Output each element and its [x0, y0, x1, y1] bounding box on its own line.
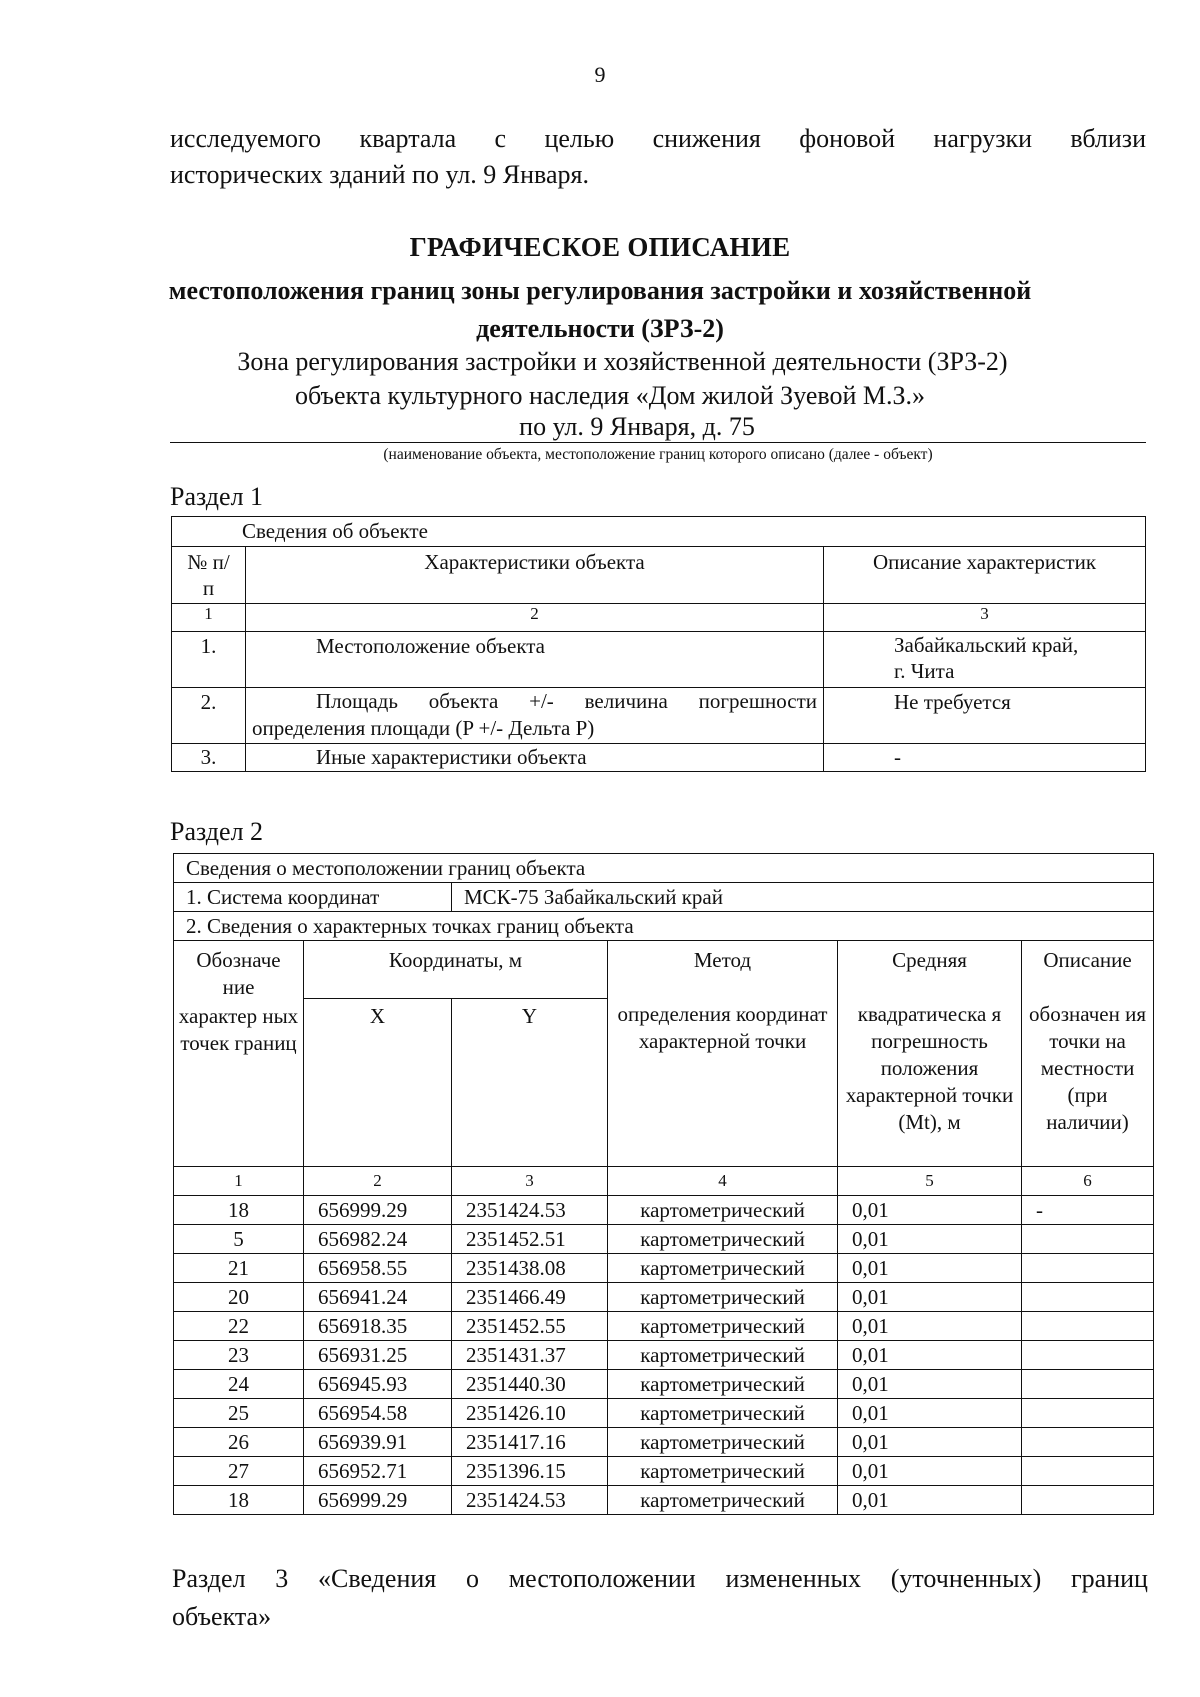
header-method	[608, 941, 838, 1167]
point-description-cell	[1022, 1254, 1154, 1283]
y-coord-cell: 2351424.53	[452, 1486, 608, 1515]
section-2-label: Раздел 2	[170, 817, 264, 846]
row-description-line: г. Чита	[894, 659, 955, 683]
y-coord-cell: 2351440.30	[452, 1370, 608, 1399]
object-caption: (наименование объекта, местоположение границ которого описано (далее - объект)	[383, 446, 933, 463]
row-characteristic-line: Площадь объекта +/- величина погрешности	[316, 689, 817, 713]
intro-line-2: исторических зданий по ул. 9 Января.	[170, 160, 589, 189]
table-index-row	[174, 1167, 1154, 1196]
y-coord-cell: 2351431.37	[452, 1341, 608, 1370]
intro-word: с	[494, 124, 507, 153]
x-coord-cell: 656958.55	[304, 1254, 452, 1283]
coord-system-value: МСК-75 Забайкальский край	[452, 883, 1154, 912]
table-row	[174, 1428, 1154, 1457]
mt-cell: 0,01	[838, 1254, 1022, 1283]
point-id-cell: 18	[174, 1486, 304, 1515]
section-3-word: 3	[275, 1564, 289, 1593]
section-3-word: измененных	[725, 1564, 862, 1593]
y-coord-cell: 2351424.53	[452, 1196, 608, 1225]
subtitle-line-1: местоположения границ зоны регулирования застройки и хозяйственной	[168, 276, 1032, 305]
points-title: 2. Сведения о характерных точках границ объекта	[174, 912, 1154, 941]
row-description	[824, 632, 1146, 688]
coord-system-label: 1. Система координат	[174, 883, 452, 912]
mt-cell: 0,01	[838, 1457, 1022, 1486]
row-num: 2.	[172, 688, 246, 744]
section-3-line-2: объекта»	[172, 1602, 272, 1631]
point-id-cell: 18	[174, 1196, 304, 1225]
table-title: Сведения об объекте	[172, 517, 1146, 547]
index-cell: 3	[452, 1167, 608, 1196]
x-coord-cell: 656945.93	[304, 1370, 452, 1399]
table-row	[174, 1225, 1154, 1254]
row-description-line: Забайкальский край,	[894, 633, 1079, 657]
subtitle-line-2: деятельности (ЗРЗ-2)	[476, 314, 724, 343]
method-cell: картометрический	[608, 1457, 838, 1486]
header-designation-bottom: характер ных точек границ	[178, 1004, 299, 1055]
intro-word: целью	[544, 124, 615, 153]
x-coord-cell: 656941.24	[304, 1283, 452, 1312]
index-cell: 1	[172, 604, 246, 632]
y-coord-cell: 2351417.16	[452, 1428, 608, 1457]
point-description-cell	[1022, 1312, 1154, 1341]
zone-line-2: объекта культурного наследия «Дом жилой Зуевой М.З.»	[294, 381, 926, 410]
row-characteristic	[246, 688, 824, 744]
point-description-cell: -	[1022, 1196, 1154, 1225]
intro-line-1	[170, 121, 1146, 157]
point-description-cell	[1022, 1428, 1154, 1457]
index-cell: 6	[1022, 1167, 1154, 1196]
method-cell: картометрический	[608, 1428, 838, 1457]
page-number: 9	[594, 62, 606, 87]
document-subtitle	[0, 272, 1200, 348]
mt-cell: 0,01	[838, 1399, 1022, 1428]
point-description-cell	[1022, 1225, 1154, 1254]
point-id-cell: 5	[174, 1225, 304, 1254]
header-designation	[174, 941, 304, 1167]
y-coord-cell: 2351452.55	[452, 1312, 608, 1341]
row-characteristic: Местоположение объекта	[246, 632, 824, 688]
row-num: 3.	[172, 744, 246, 772]
row-description: -	[824, 744, 1146, 772]
section-3-paragraph	[172, 1560, 1148, 1636]
document-title: ГРАФИЧЕСКОЕ ОПИСАНИЕ	[409, 232, 791, 262]
section-3-line-1	[172, 1560, 1148, 1598]
section-3-word: «Сведения	[318, 1564, 437, 1593]
row-characteristic: Иные характеристики объекта	[246, 744, 824, 772]
mt-cell: 0,01	[838, 1370, 1022, 1399]
table-row	[174, 1457, 1154, 1486]
x-coord-cell: 656952.71	[304, 1457, 452, 1486]
table-row	[174, 1312, 1154, 1341]
points-table-body	[174, 1196, 1154, 1515]
header-coords: Координаты, м	[304, 941, 608, 999]
table-row	[174, 1370, 1154, 1399]
x-coord-cell: 656939.91	[304, 1428, 452, 1457]
underline-rule	[170, 442, 1146, 443]
header-method-top: Метод	[693, 948, 752, 972]
x-coord-cell: 656982.24	[304, 1225, 452, 1254]
zone-line-1: Зона регулирования застройки и хозяйственной деятельности (ЗРЗ-2)	[237, 347, 1008, 376]
header-desc-bottom: обозначен ия точки на местности (при наличии)	[1029, 1002, 1147, 1134]
intro-paragraph	[170, 121, 1146, 193]
section-3-word: (уточненных)	[890, 1564, 1042, 1593]
intro-word: исследуемого	[170, 124, 322, 153]
mt-cell: 0,01	[838, 1196, 1022, 1225]
table-row	[172, 517, 1146, 547]
header-desc-top: Описание	[1043, 948, 1132, 972]
table-header-row	[172, 547, 1146, 604]
table-row	[174, 1486, 1154, 1515]
section-3-word: Раздел	[172, 1564, 246, 1593]
x-coord-cell: 656918.35	[304, 1312, 452, 1341]
y-coord-cell: 2351396.15	[452, 1457, 608, 1486]
method-cell: картометрический	[608, 1196, 838, 1225]
table-row	[174, 912, 1154, 941]
table-row	[174, 1196, 1154, 1225]
method-cell: картометрический	[608, 1370, 838, 1399]
method-cell: картометрический	[608, 1283, 838, 1312]
intro-word: снижения	[652, 124, 761, 153]
y-coord-cell: 2351466.49	[452, 1283, 608, 1312]
method-cell: картометрический	[608, 1254, 838, 1283]
point-id-cell: 23	[174, 1341, 304, 1370]
section-2-table	[173, 853, 1154, 1515]
point-id-cell: 25	[174, 1399, 304, 1428]
section-3-word: местоположении	[508, 1564, 696, 1593]
table-title: Сведения о местоположении границ объекта	[174, 854, 1154, 883]
mt-cell: 0,01	[838, 1283, 1022, 1312]
table-index-row	[172, 604, 1146, 632]
section-3-word: границ	[1070, 1564, 1148, 1593]
index-cell: 2	[246, 604, 824, 632]
mt-cell: 0,01	[838, 1428, 1022, 1457]
intro-word: нагрузки	[933, 124, 1033, 153]
x-coord-cell: 656931.25	[304, 1341, 452, 1370]
point-description-cell	[1022, 1283, 1154, 1312]
mt-cell: 0,01	[838, 1486, 1022, 1515]
point-id-cell: 24	[174, 1370, 304, 1399]
point-description-cell	[1022, 1457, 1154, 1486]
method-cell: картометрический	[608, 1225, 838, 1254]
header-point-description	[1022, 941, 1154, 1167]
point-description-cell	[1022, 1341, 1154, 1370]
row-description: Не требуется	[824, 688, 1146, 744]
intro-word: вблизи	[1070, 124, 1146, 153]
table-header-row	[174, 941, 1154, 999]
intro-word: фоновой	[799, 124, 896, 153]
method-cell: картометрический	[608, 1341, 838, 1370]
row-num: 1.	[172, 632, 246, 688]
header-error-bottom: квадратическа я погрешность положения характерной точки (Mt), м	[845, 1002, 1014, 1134]
index-cell: 5	[838, 1167, 1022, 1196]
index-cell: 2	[304, 1167, 452, 1196]
x-coord-cell: 656954.58	[304, 1399, 452, 1428]
header-description: Описание характеристик	[824, 547, 1146, 604]
point-id-cell: 20	[174, 1283, 304, 1312]
y-coord-cell: 2351452.51	[452, 1225, 608, 1254]
mt-cell: 0,01	[838, 1341, 1022, 1370]
header-method-bottom: определения координат характерной точки	[617, 1002, 828, 1053]
header-characteristics: Характеристики объекта	[246, 547, 824, 604]
point-id-cell: 27	[174, 1457, 304, 1486]
table-row	[172, 632, 1146, 688]
table-row	[172, 688, 1146, 744]
x-coord-cell: 656999.29	[304, 1486, 452, 1515]
x-coord-cell: 656999.29	[304, 1196, 452, 1225]
point-id-cell: 21	[174, 1254, 304, 1283]
point-id-cell: 26	[174, 1428, 304, 1457]
point-description-cell	[1022, 1370, 1154, 1399]
header-error-top: Средняя	[892, 948, 967, 972]
row-characteristic-line: определения площади (P +/- Дельта P)	[252, 716, 595, 740]
mt-cell: 0,01	[838, 1312, 1022, 1341]
y-coord-cell: 2351438.08	[452, 1254, 608, 1283]
section-1-label: Раздел 1	[170, 482, 264, 511]
header-y: Y	[452, 999, 608, 1167]
point-description-cell	[1022, 1486, 1154, 1515]
header-x: X	[304, 999, 452, 1167]
point-id-cell: 22	[174, 1312, 304, 1341]
header-designation-top: Обозначе ние	[196, 948, 281, 999]
table-row	[174, 883, 1154, 912]
table-row	[174, 1399, 1154, 1428]
point-description-cell	[1022, 1399, 1154, 1428]
header-num: № п/п	[172, 547, 246, 604]
method-cell: картометрический	[608, 1399, 838, 1428]
table-row	[172, 744, 1146, 772]
method-cell: картометрический	[608, 1312, 838, 1341]
mt-cell: 0,01	[838, 1225, 1022, 1254]
table-row	[174, 1341, 1154, 1370]
section-1-table	[171, 516, 1146, 772]
y-coord-cell: 2351426.10	[452, 1399, 608, 1428]
table-row	[174, 854, 1154, 883]
header-error	[838, 941, 1022, 1167]
index-cell: 3	[824, 604, 1146, 632]
method-cell: картометрический	[608, 1486, 838, 1515]
index-cell: 4	[608, 1167, 838, 1196]
section-3-word: о	[465, 1564, 479, 1593]
zone-line-3: по ул. 9 Января, д. 75	[519, 412, 755, 441]
intro-word: квартала	[359, 124, 457, 153]
table-row	[174, 1283, 1154, 1312]
index-cell: 1	[174, 1167, 304, 1196]
table-row	[174, 1254, 1154, 1283]
